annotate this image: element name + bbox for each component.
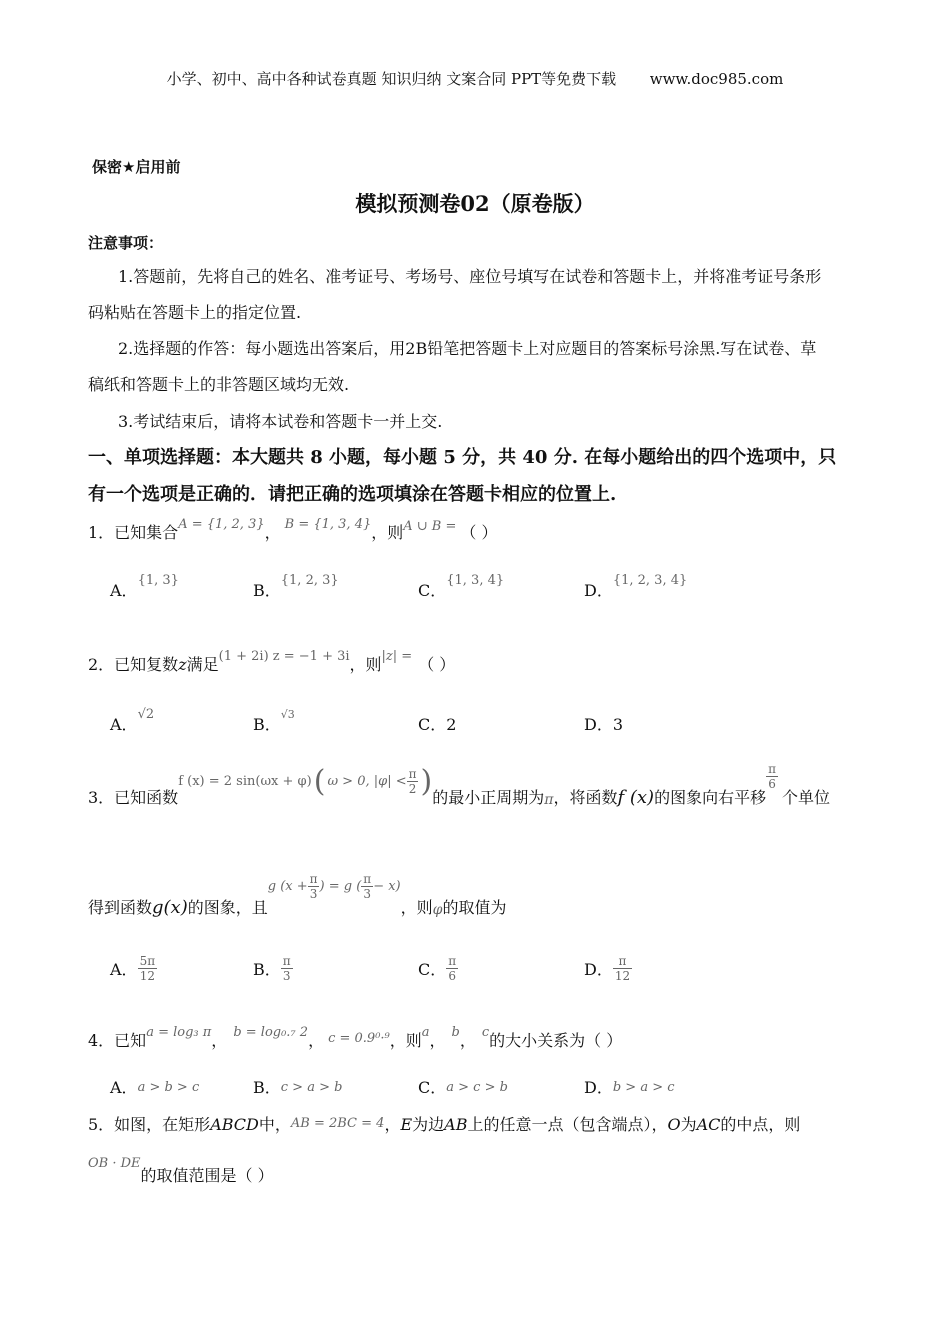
option-fraction [446,954,458,983]
option-fraction [138,954,158,983]
q4-sep: ， [459,1031,476,1050]
q5-mid4: 上的任意一点（包含端点）， [467,1115,668,1134]
frac-den: 3 [282,969,291,983]
q3-fraction-pi-over-2 [407,767,419,796]
frac-den: 2 [408,782,417,796]
option-label: D． [584,581,613,600]
q2-var: z [178,655,187,674]
q3-prefix: 3．已知函数 [88,788,179,807]
question-2 [88,649,456,675]
q3-func: f (x) = 2 sin(ωx + φ) [178,774,312,789]
q1-option-b[interactable] [253,573,339,601]
option-label: D． [584,715,613,734]
q3-text-1b: ，将函数 [553,788,618,807]
q5-mid1: 中， [258,1115,291,1134]
q3-cond: ω > 0, |φ| < [327,774,407,789]
q2-blank: （ ） [418,655,456,674]
q3-option-b[interactable] [253,954,293,983]
q3-option-c[interactable] [418,954,458,983]
frac-num: π [618,954,627,968]
q3-fx: f (x) [617,787,655,808]
frac-den: 12 [614,969,631,983]
option-value: √2 [137,707,155,722]
frac-den: 3 [363,887,372,901]
q3-geq-right: − x) [373,879,401,894]
option-value: 2 [446,715,457,734]
option-value: {1, 3, 4} [446,573,505,588]
q3-text-3: 个单位 [781,788,830,807]
option-label: A． [110,960,138,979]
q3-geq-left: g (x + [267,879,308,894]
question-4 [88,1025,623,1051]
option-value: a > c > b [446,1080,508,1095]
frac-den: 3 [309,887,318,901]
frac-num: π [768,762,776,776]
q3-g-equation [268,872,401,901]
q3-fraction-pi-over-3-a [308,872,320,901]
option-value: {1, 2, 3, 4} [612,573,688,588]
q3-option-d[interactable] [584,954,632,983]
q3-geq-mid: ) = g ( [319,879,362,894]
frac-num: 5π [139,954,156,968]
q2-option-b[interactable] [253,708,295,735]
question-5-line-1 [88,1112,800,1135]
q5-o: O [667,1115,681,1134]
q5-mid2: ， [384,1115,401,1134]
q4-then: ，则 [389,1031,422,1050]
q4-sep: ， [308,1031,325,1050]
frac-num: π [448,954,457,968]
q3-line2-prefix: 得到函数 [88,898,153,917]
q1-then: ，则 [371,523,404,542]
option-fraction [613,954,632,983]
q5-mid6: 的中点，则 [720,1115,801,1134]
option-value: c > a > b [280,1080,343,1095]
q3-text-2: 的图象向右平移 [654,788,767,807]
q3-line2-end: 的取值为 [442,898,507,917]
q3-function-def [178,764,432,799]
question-5-line-2 [88,1156,274,1186]
frac-num: π [363,872,372,886]
confidential-label: 保密★启用前 [92,158,181,176]
question-3-line-2 [88,872,506,918]
option-value: 3 [612,715,624,734]
option-value: {1, 3} [137,573,179,588]
notice-item-1-line-2: 码粘贴在答题卡上的指定位置. [88,303,302,322]
q2-option-a[interactable] [110,707,155,735]
q3-paren-right: ) [420,764,433,799]
q5-mid5: 为 [680,1115,697,1134]
option-label: B． [253,715,281,734]
q4-var-a: a [421,1025,430,1040]
option-value: {1, 2, 3} [280,573,339,588]
q2-equation: (1 + 2i) z = −1 + 3i [218,649,350,664]
q4-a-def: a = log₃ π [146,1025,212,1040]
q1-set-b: B = {1, 3, 4} [284,517,372,532]
q3-phi: φ [432,902,443,918]
frac-num: π [408,767,417,781]
q5-e: E [400,1115,413,1134]
option-label: C． [418,581,447,600]
q3-text-1: 的最小正周期为 [432,788,545,807]
option-label: A． [110,581,138,600]
frac-den: 6 [768,777,776,791]
notice-item-1-line-1: 1.答题前，先将自己的姓名、准考证号、考场号、座位号填写在试卷和答题卡上，并将准考证号条形 [118,267,822,286]
notice-item-2-line-1: 2.选择题的作答：每小题选出答案后，用2B铅笔把答题卡上对应题目的答案标号涂黑.写在试卷、草 [118,339,817,358]
q4-sep: ， [211,1031,228,1050]
q2-mid: 满足 [186,655,219,674]
question-1 [88,517,498,543]
q3-gx: g(x) [152,897,188,918]
option-value: a > b > c [137,1080,200,1095]
q5-abcd: ABCD [210,1115,259,1134]
q1-set-a: A = {1, 2, 3} [178,517,265,532]
q4-option-b[interactable] [253,1075,342,1098]
page-header [0,68,950,89]
q2-option-c[interactable] [418,712,456,735]
section-1-heading-line-1: 一、单项选择题：本大题共 8 小题，每小题 5 分，共 40 分. 在每小题给出的四个选项中，只 [88,447,837,468]
q1-option-c[interactable] [418,573,505,601]
section-1-heading-line-2: 有一个选项是正确的．请把正确的选项填涂在答题卡相应的位置上. [88,484,617,505]
q4-sep: ， [429,1031,446,1050]
q3-pi: π [544,792,554,808]
option-value: √3 [280,708,295,721]
q4-b-def: b = log₀.₇ 2 [233,1025,309,1040]
q3-option-a[interactable] [110,954,157,983]
header-text: 小学、初中、高中各种试卷真题 知识归纳 文案合同 PPT等免费下载 [166,70,617,88]
q3-paren-left: ( [313,764,326,799]
frac-num: π [282,954,291,968]
q4-var-c: c [481,1025,490,1040]
option-label: C． [418,715,447,734]
q4-option-a[interactable] [110,1075,199,1098]
q5-mid3: 为边 [412,1115,445,1134]
frac-num: π [309,872,318,886]
q5-ac: AC [696,1115,721,1134]
frac-den: 6 [448,969,457,983]
q4-end: 的大小关系为（ ） [489,1031,623,1050]
q1-sep: ， [264,523,281,542]
q1-option-d[interactable] [584,573,688,601]
q3-fraction-pi-over-6 [766,762,778,791]
q1-expr: A ∪ B = [403,519,457,534]
question-3-line-1 [88,762,830,808]
q5-ab: AB [444,1115,468,1134]
option-label: A． [110,1078,138,1097]
q5-end: 的取值范围是（ ） [140,1166,274,1185]
option-label: C． [418,960,447,979]
notice-heading: 注意事项： [88,234,164,252]
q5-dot-product: OB · DE [88,1156,141,1171]
q3-line2-mid: 的图象，且 [187,898,268,917]
page-title: 模拟预测卷02（原卷版） [355,191,595,216]
option-label: C． [418,1078,447,1097]
option-label: B． [253,1078,281,1097]
option-label: B． [253,581,281,600]
notice-item-3: 3.考试结束后，请将本试卷和答题卡一并上交. [118,412,443,431]
option-label: B． [253,960,281,979]
q4-option-c[interactable] [418,1075,508,1098]
q3-fraction-pi-over-3-b [361,872,373,901]
option-value: b > a > c [612,1080,675,1095]
q2-option-d[interactable] [584,712,623,735]
q2-prefix: 2．已知复数 [88,655,179,674]
q3-line2-then: ，则 [400,898,433,917]
q1-blank: （ ） [460,523,498,542]
q5-equation: AB = 2BC = 4 [290,1116,385,1131]
option-label: A． [110,715,138,734]
q1-option-a[interactable] [110,573,179,601]
q2-then: ，则 [349,655,382,674]
header-site-link[interactable]: www.doc985.com [649,70,784,88]
option-fraction [281,954,293,983]
q4-option-d[interactable] [584,1075,675,1098]
q1-prefix: 1．已知集合 [88,523,179,542]
q4-var-b: b [451,1025,460,1040]
option-label: D． [584,1078,613,1097]
q5-prefix: 5．如图，在矩形 [88,1115,211,1134]
frac-den: 12 [139,969,155,983]
notice-item-2-line-2: 稿纸和答题卡上的非答题区域均无效. [88,375,350,394]
q4-prefix: 4．已知 [88,1031,147,1050]
q2-expr: |z| = [381,649,413,664]
option-label: D． [584,960,613,979]
q4-c-def: c = 0.9⁰·⁹ [328,1031,390,1046]
